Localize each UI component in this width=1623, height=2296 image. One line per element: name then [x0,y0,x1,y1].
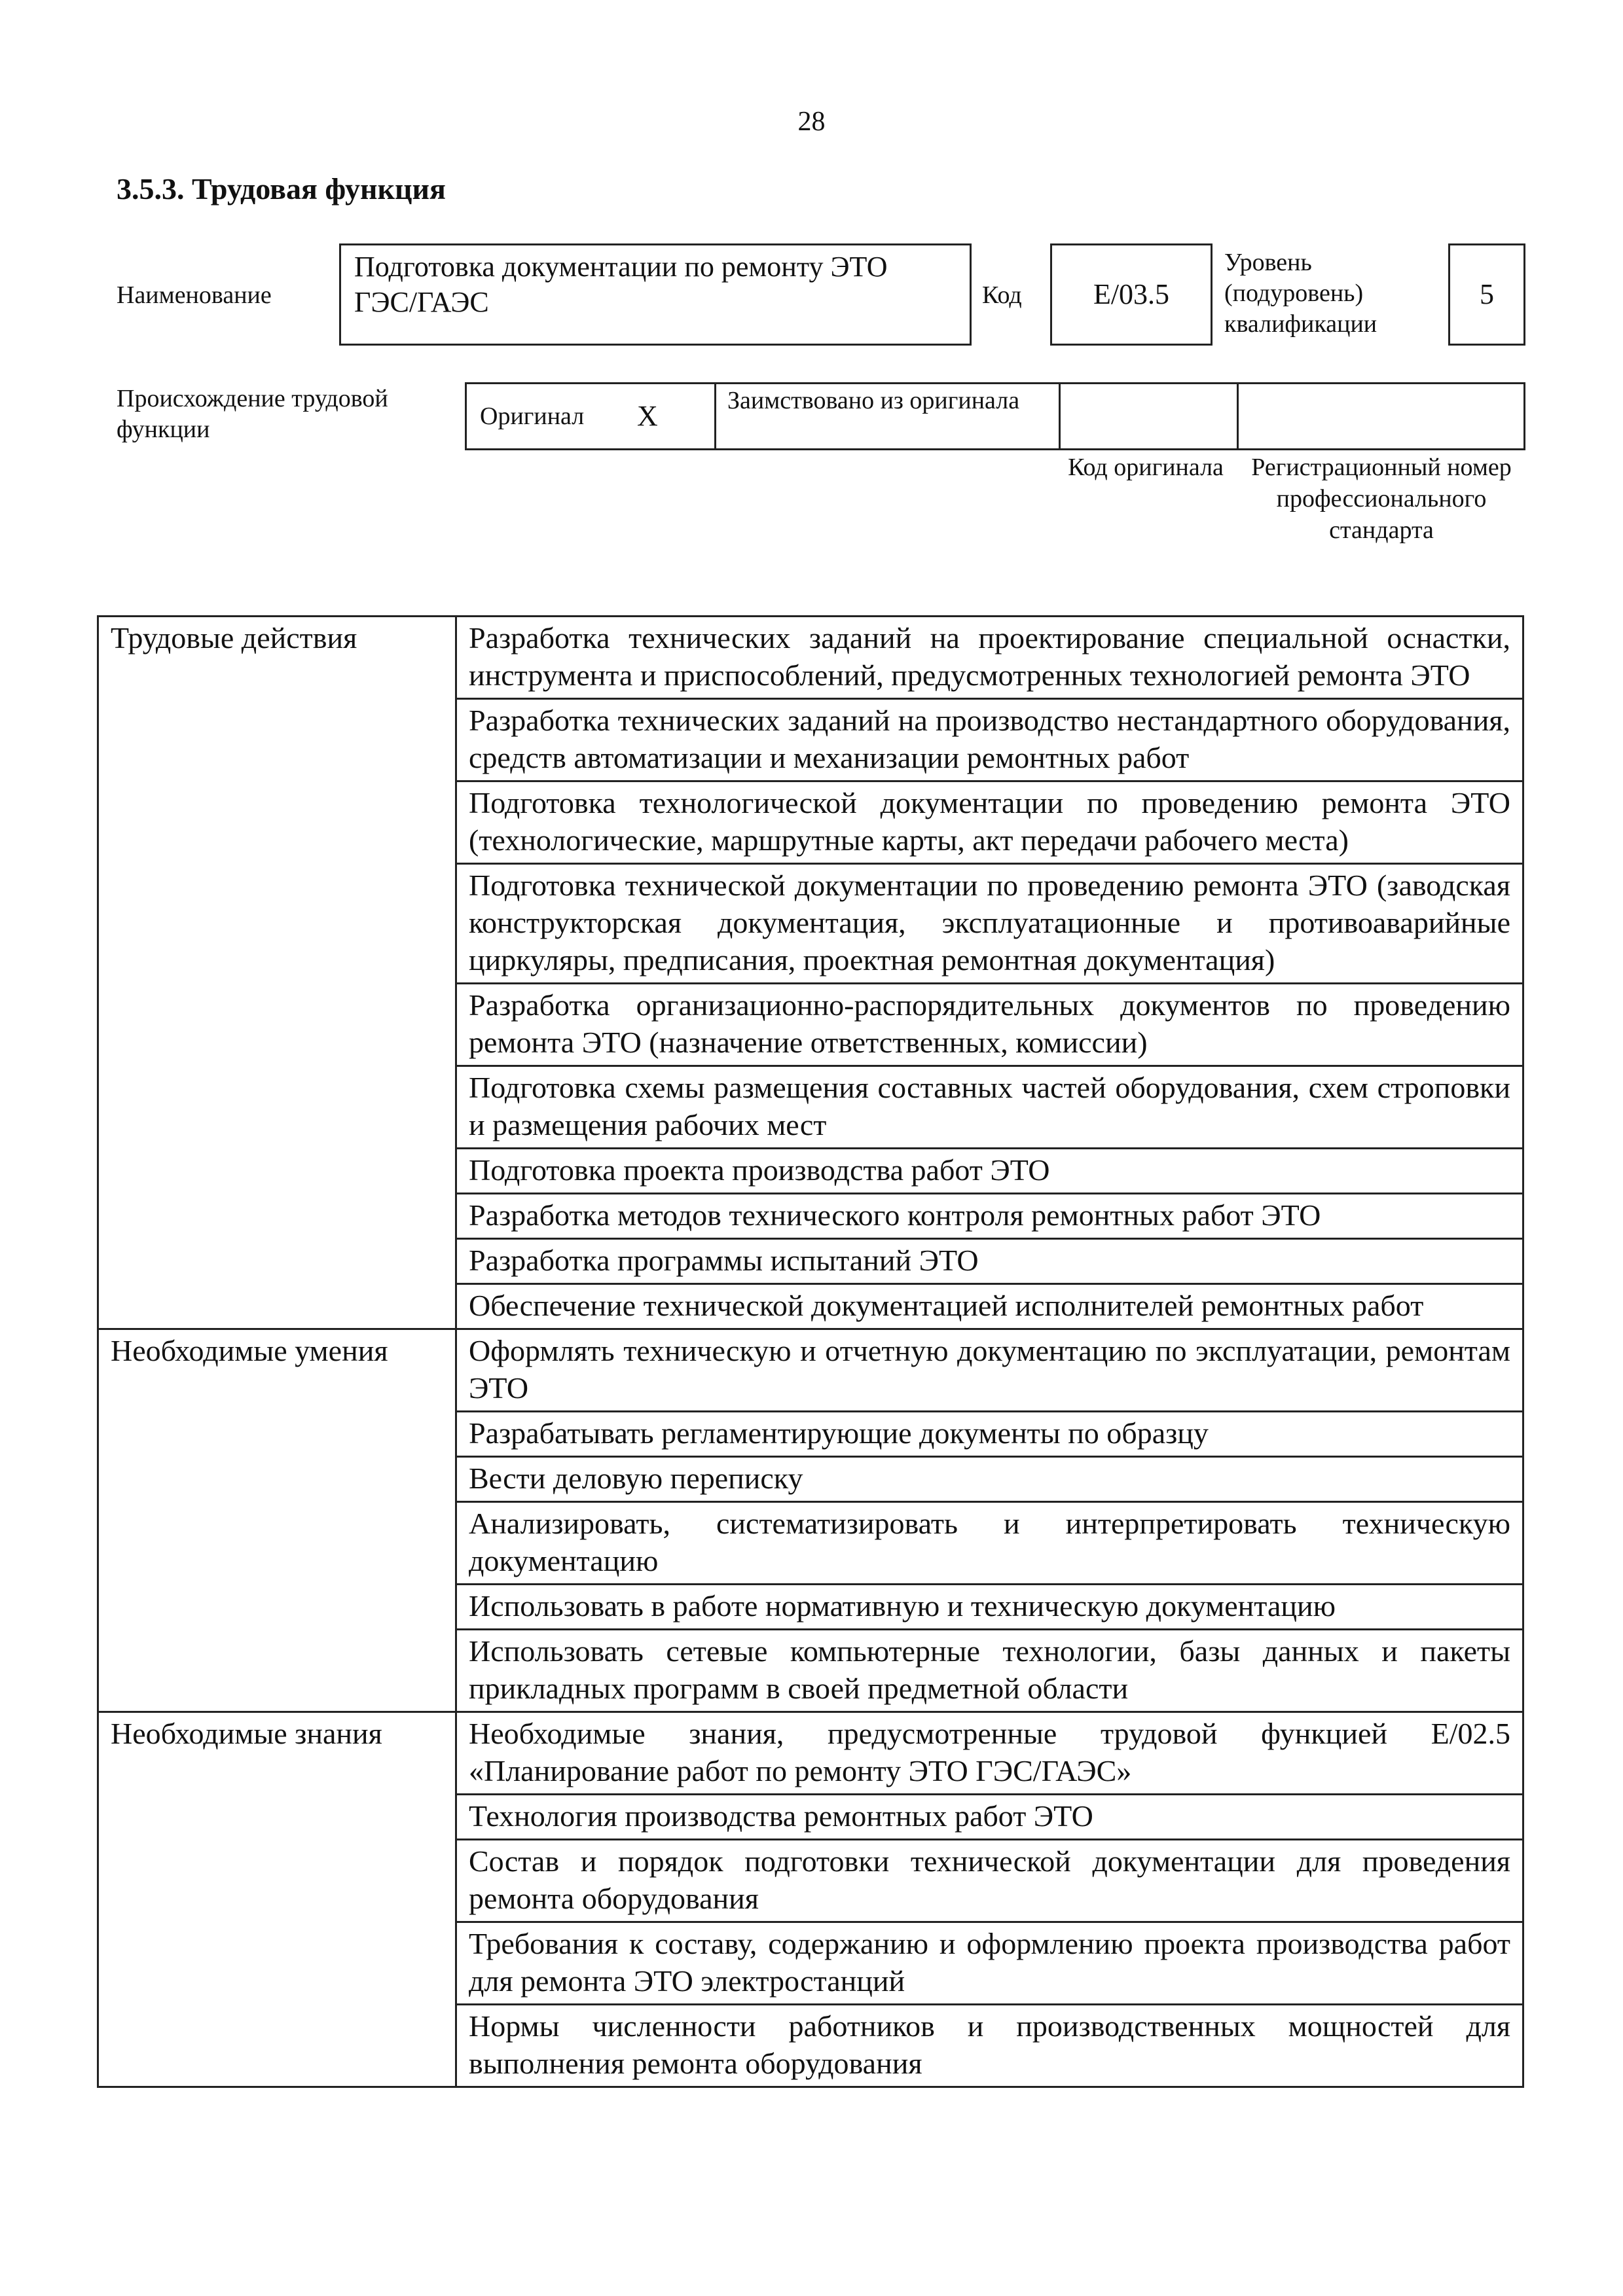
item-cell: Состав и порядок подготовки технической документации для проведения ремонта оборудования [456,1840,1523,1922]
name-value: Подготовка документации по ремонту ЭТО ГЭС/ГАЭС [354,251,888,318]
level-value: 5 [1480,278,1494,310]
level-value-box [1448,243,1525,346]
category-cell: Необходимые знания [98,1712,456,2087]
code-value-box [1050,243,1213,346]
item-cell: Необходимые знания, предусмотренные трудовой функцией E/02.5 «Планирование работ по ремонту ЭТО ГЭС/ГАЭС» [456,1712,1523,1795]
borrowed-label: Заимствовано из оригинала [727,387,1020,414]
item-cell: Разрабатывать регламентирующие документы по образцу [456,1412,1523,1457]
item-cell: Технология производства ремонтных работ ЭТО [456,1795,1523,1840]
code-caption: Код оригинала [1068,454,1224,481]
item-cell: Разработка технических заданий на проектирование специальной оснастки, инструмента и приспособлений, предусмотренных технологией ремонта ЭТО [456,617,1523,699]
item-cell: Обеспечение технической документацией исполнителей ремонтных работ [456,1284,1523,1329]
item-cell: Подготовка технической документации по проведению ремонта ЭТО (заводская конструкторская документация, эксплуатационные и противоаварийные циркуляры, предписания, проектная ремонтная документация) [456,864,1523,984]
code-label: Код [982,281,1022,309]
section-title: 3.5.3. Трудовая функция [117,172,446,206]
item-cell: Использовать сетевые компьютерные технологии, базы данных и пакеты прикладных программ в своей предметной области [456,1630,1523,1712]
code-value: E/03.5 [1093,278,1170,310]
original-code-cell [1061,384,1235,448]
item-cell: Нормы численности работников и производственных мощностей для выполнения ремонта оборудования [456,2005,1523,2087]
level-label: Уровень (подуровень) квалификации [1224,249,1377,338]
item-cell: Разработка программы испытаний ЭТО [456,1239,1523,1284]
name-label: Наименование [117,281,272,309]
item-cell: Использовать в работе нормативную и техническую документацию [456,1585,1523,1630]
origin-label: Происхождение трудовой функции [117,385,388,443]
table-row [98,1712,1523,1795]
original-mark: X [637,400,658,432]
item-cell: Оформлять техническую и отчетную документацию по эксплуатации, ремонтам ЭТО [456,1329,1523,1412]
page-number: 28 [797,107,826,137]
item-cell: Разработка организационно-распорядительных документов по проведению ремонта ЭТО (назначение ответственных, комиссии) [456,984,1523,1066]
reg-caption: Регистрационный номер профессионального стандарта [1251,454,1512,544]
function-table [97,615,1524,2088]
origin-table [465,382,1525,450]
table-row [98,1329,1523,1412]
item-cell: Подготовка технологической документации по проведению ремонта ЭТО (технологические, маршрутные карты, акт передачи рабочего места) [456,781,1523,864]
category-cell: Трудовые действия [98,617,456,1329]
item-cell: Разработка технических заданий на производство нестандартного оборудования, средств автоматизации и механизации ремонтных работ [456,699,1523,781]
item-cell: Разработка методов технического контроля ремонтных работ ЭТО [456,1194,1523,1239]
item-cell: Подготовка схемы размещения составных частей оборудования, схем строповки и размещения рабочих мест [456,1066,1523,1149]
name-value-box [339,243,972,346]
origin-divider-1 [714,384,716,448]
original-label: Оригинал [480,402,585,430]
item-cell: Вести деловую переписку [456,1457,1523,1502]
item-cell: Подготовка проекта производства работ ЭТО [456,1149,1523,1194]
item-cell: Требования к составу, содержанию и оформлению проекта производства работ для ремонта ЭТО электростанций [456,1922,1523,2005]
item-cell: Анализировать, систематизировать и интерпретировать техническую документацию [456,1502,1523,1585]
category-cell: Необходимые умения [98,1329,456,1712]
table-row [98,617,1523,699]
reg-number-cell [1239,384,1524,448]
